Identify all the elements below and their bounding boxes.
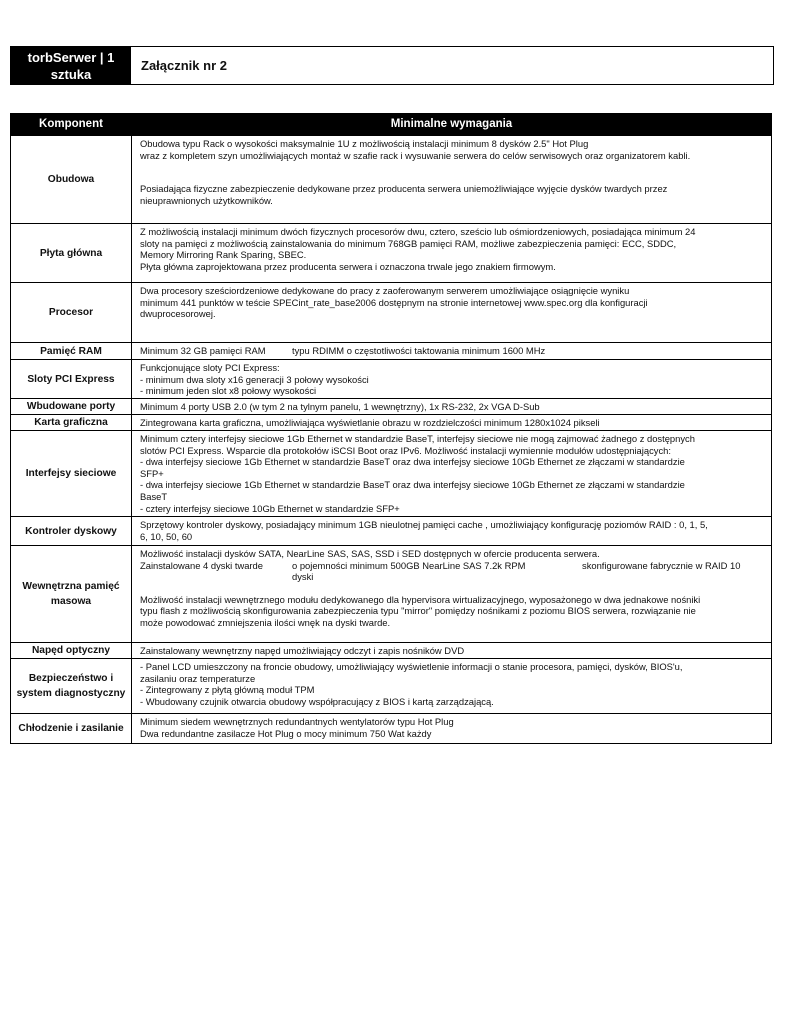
table-row (11, 343, 772, 360)
requirement-text (132, 517, 772, 546)
component-name: Procesor (11, 283, 132, 343)
requirement-line: Dwa procesory sześciordzeniowe dedykowane do pracy z zaoferowanym serwerem umożliwiające osiągnięcie wyniku (140, 285, 630, 296)
product-line-2: sztuka (50, 67, 92, 82)
requirement-line: Minimum siedem wewnętrznych redundantnych wentylatorów typu Hot Plug (140, 716, 454, 727)
requirement-line: Minimum 4 porty USB 2.0 (w tym 2 na tylnym panelu, 1 wewnętrzny), 1x RS-232, 2x VGA D-Sub (140, 401, 540, 412)
requirement-text (132, 343, 772, 360)
component-name: Płyta główna (11, 224, 132, 283)
component-name: Wewnętrzna pamięć masowa (11, 546, 132, 643)
component-name: Karta graficzna (11, 415, 132, 431)
spacer (140, 583, 767, 594)
requirement-line: dwuprocesorowej. (140, 308, 216, 320)
table-row (11, 431, 772, 517)
requirement-line: minimum 441 punktów w teście SPECint_rate_base2006 dostępnym na stronie internetowej www.spec.org dla konfiguracji (140, 296, 648, 308)
requirement-text (132, 643, 772, 659)
product-cell (11, 47, 131, 84)
requirement-line: Funkcjonujące sloty PCI Express: (140, 362, 280, 373)
table-row (11, 224, 772, 283)
table-row (11, 136, 772, 224)
requirement-line: nieuprawnionych użytkowników. (140, 194, 273, 206)
requirement-line: - Zintegrowany z płytą główną moduł TPM (140, 684, 315, 696)
requirement-line: zasilaniu oraz temperaturze (140, 672, 256, 684)
requirement-line: - Panel LCD umieszczony na froncie obudowy, umożliwiający wyświetlenie informacji o stanie procesora, pamięci, dysków, BIOS'u, (140, 661, 683, 672)
requirement-line: Obudowa typu Rack o wysokości maksymalnie 1U z możliwością instalacji minimum 8 dysków 2.5" Hot Plug (140, 138, 589, 149)
requirement-line: - dwa interfejsy sieciowe 1Gb Ethernet w standardzie BaseT oraz dwa interfejsy sieciowe 10Gb Ethernet ze złączami w standardzie (140, 479, 685, 491)
requirement-line: slotów PCI Express. Wsparcie dla protokołów iSCSI Boot oraz IPv6. Możliwość instalacji wymiennie modułów udostępniających: (140, 444, 671, 456)
requirement-line (140, 560, 767, 583)
requirement-part: Minimum 32 GB pamięci RAM (140, 345, 266, 356)
requirement-line: może powodować zmniejszenia ilości wnęk na dyski twarde. (140, 616, 391, 628)
requirement-text (132, 714, 772, 744)
requirement-line: Sprzętowy kontroler dyskowy, posiadający minimum 1GB nieulotnej pamięci cache , umożliwiający konfigurację poziomów RAID : 0, 1, 5, (140, 519, 708, 530)
component-name: Wbudowane porty (11, 399, 132, 415)
requirement-line (140, 345, 767, 357)
table-row (11, 659, 772, 714)
spacer (140, 161, 767, 172)
requirement-line: Z możliwością instalacji minimum dwóch fizycznych procesorów dwu, cztero, sześcio lub ośmiordzeniowych, posiadająca minimum 24 (140, 226, 696, 237)
requirement-line: - minimum jeden slot x8 połowy wysokości (140, 385, 317, 397)
table-header-row (11, 114, 772, 136)
requirement-line: Posiadająca fizyczne zabezpieczenie dedykowane przez producenta serwera uniemożliwiające wyjęcie dysków twardych przez (140, 183, 668, 195)
component-name: Obudowa (11, 136, 132, 224)
requirement-text (132, 659, 772, 714)
requirement-text (132, 360, 772, 399)
requirement-text (132, 399, 772, 415)
table-row (11, 360, 772, 399)
component-name: Chłodzenie i zasilanie (11, 714, 132, 744)
table-row (11, 517, 772, 546)
requirement-line: Minimum cztery interfejsy sieciowe 1Gb Ethernet w standardzie BaseT, interfejsy sieciowe nie mogą zajmować żadnego z dostępnych (140, 433, 695, 444)
table-row (11, 546, 772, 643)
component-name: Bezpieczeństwo i system diagnostyczny (11, 659, 132, 714)
table-row (11, 283, 772, 343)
requirement-line: Możliwość instalacji dysków SATA, NearLine SAS, SAS, SSD i SED dostępnych w ofercie producenta serwera. (140, 548, 600, 559)
requirement-text (132, 136, 772, 224)
requirement-line: - Wbudowany czujnik otwarcia obudowy współpracujący z BIOS i kartą zarządzającą. (140, 695, 494, 707)
component-name: Napęd optyczny (11, 643, 132, 659)
document-title: Załącznik nr 2 (141, 58, 227, 73)
requirement-line: wraz z kompletem szyn umożliwiających montaż w szafie rack i wysuwanie serwera do celów serwisowych oraz organizatorem kabli. (140, 149, 691, 161)
component-name: Kontroler dyskowy (11, 517, 132, 546)
table-row (11, 415, 772, 431)
requirement-part: dyski (292, 571, 314, 583)
table-row (11, 399, 772, 415)
requirement-part: o pojemności minimum 500GB NearLine SAS 7.2k RPM (292, 559, 526, 571)
requirement-line: SFP+ (140, 467, 164, 479)
requirement-text (132, 283, 772, 343)
requirements-table (10, 113, 772, 744)
spacer (140, 172, 767, 183)
requirement-text (132, 224, 772, 283)
document-header (10, 46, 774, 85)
column-header-component: Komponent (11, 114, 132, 136)
requirement-line: Memory Mirroring Rank Sparing, SBEC. (140, 249, 307, 261)
table-row (11, 714, 772, 744)
requirement-line: BaseT (140, 490, 168, 502)
requirement-line: Zintegrowana karta graficzna, umożliwiająca wyświetlanie obrazu w rozdzielczości minimum 1280x1024 pikseli (140, 417, 600, 428)
component-name: Sloty PCI Express (11, 360, 132, 399)
requirement-text (132, 415, 772, 431)
requirement-line: - minimum dwa sloty x16 generacji 3 połowy wysokości (140, 373, 369, 385)
component-name: Pamięć RAM (11, 343, 132, 360)
requirement-text (132, 546, 772, 643)
requirement-line: sloty na pamięci z możliwością zainstalowania do minimum 768GB pamięci RAM, możliwe zabezpieczenia pamięci: ECC, SDDC, (140, 237, 677, 249)
component-name: Interfejsy sieciowe (11, 431, 132, 517)
requirement-part: Zainstalowane 4 dyski twarde (140, 559, 263, 571)
requirement-line: - cztery interfejsy sieciowe 10Gb Ethernet w standardzie SFP+ (140, 502, 400, 514)
product-line-1: torbSerwer | 1 (27, 50, 115, 65)
requirement-part (292, 560, 582, 583)
requirement-text (132, 431, 772, 517)
requirement-line: Dwa redundantne zasilacze Hot Plug o mocy minimum 750 Wat każdy (140, 727, 432, 739)
requirement-line: Możliwość instalacji wewnętrznego modułu dedykowanego dla hypervisora wirtualizacyjnego, wyposażonego w dwa jednakowe nośniki (140, 593, 701, 605)
requirement-part: typu RDIMM o częstotliwości taktowania minimum 1600 MHz (292, 345, 546, 356)
column-header-requirements: Minimalne wymagania (132, 114, 772, 136)
requirement-line: Płyta główna zaprojektowana przez producenta serwera i oznaczona trwale jego znakiem firmowym. (140, 260, 556, 272)
table-row (11, 643, 772, 659)
requirement-line: 6, 10, 50, 60 (140, 530, 193, 542)
requirement-line: Zainstalowany wewnętrzny napęd umożliwiający odczyt i zapis nośników DVD (140, 645, 465, 656)
requirement-line: - dwa interfejsy sieciowe 1Gb Ethernet w standardzie BaseT oraz dwa interfejsy sieciowe 10Gb Ethernet ze złączami w standardzie (140, 456, 685, 468)
requirement-line: typu flash z możliwością skonfigurowania zabezpieczenia typu "mirror" pomiędzy nośnikami z poziomu BIOS serwera, rozwiązanie nie (140, 605, 696, 617)
requirement-part: skonfigurowane fabrycznie w RAID 10 (582, 559, 741, 571)
